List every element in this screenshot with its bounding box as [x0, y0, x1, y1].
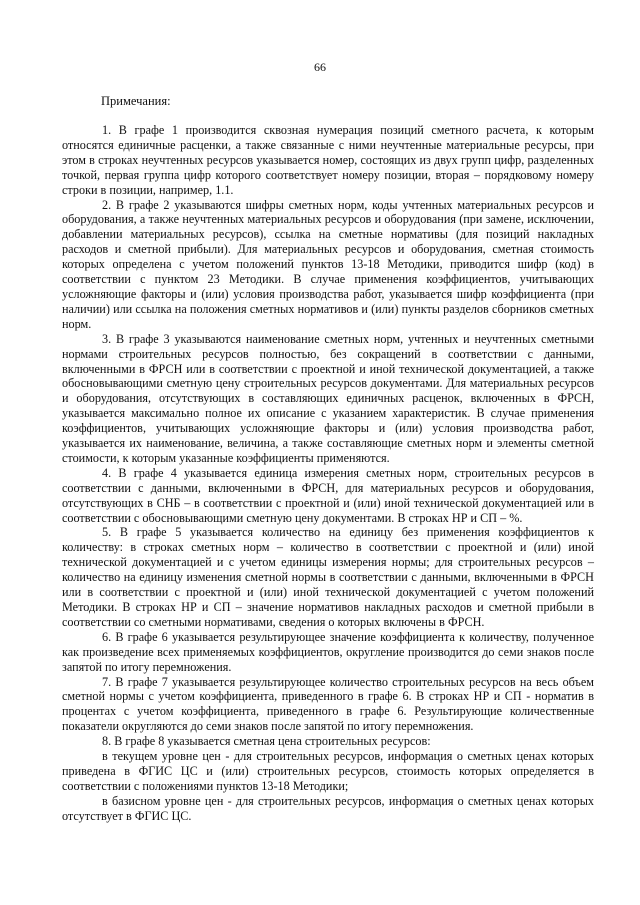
note-paragraph-5: 5. В графе 5 указывается количество на единицу без применения коэффициентов к количеству: в строках сметных норм – количество в соответствии с проектной и (или) иной технической документацией и с учетом единицы измерения нормы; для строительных ресурсов – количество на единицу изменения сметной нормы в соответствии с данными, включенными в ФРСН или в соответствии с проектной и (или) иной технической документацией с учетом положений Методики. В строках НР и СП – значение нормативов накладных расходов и сметной прибыли в соответствии со сметными нормативами, сведения о которых включены в ФРСН.	[62, 525, 594, 629]
note-paragraph-8-base-prices: в базисном уровне цен - для строительных ресурсов, информация о сметных ценах которых отсутствует в ФГИС ЦС.	[62, 793, 594, 823]
note-paragraph-8-current-prices: в текущем уровне цен - для строительных ресурсов, информация о сметных ценах которых приведена в ФГИС ЦС и (или) строительных ресурсов, стоимость которых определяется в соответствии с положениями пунктов 13-18 Методики;	[62, 749, 594, 793]
notes-body	[62, 123, 594, 824]
page-number: 66	[314, 60, 326, 74]
note-paragraph-4: 4. В графе 4 указывается единица измерения сметных норм, строительных ресурсов в соответствии с данными, включенными в ФРСН, для материальных ресурсов и оборудования, отсутствующих в СНБ – в соответствии с проектной и (или) иной технической документацией или в соответствии с обосновывающими сметную цену документами. В строках НР и СП – %.	[62, 465, 594, 525]
note-paragraph-1: 1. В графе 1 производится сквозная нумерация позиций сметного расчета, к которым относятся единичные расценки, а также связанные с ними неучтенные материальные ресурсы, при этом в строках неучтенных ресурсов указывается номер, состоящих из двух групп цифр, разделенных точкой, первая группа цифр которого соответствует номеру позиции, вторая – порядковому номеру строки в позиции, например, 1.1.	[62, 123, 594, 197]
note-paragraph-7: 7. В графе 7 указывается результирующее количество строительных ресурсов на весь объем сметной нормы с учетом коэффициента, приведенного в графе 6. В строках НР и СП - норматив в процентах с учетом коэффициента, приведенного в графе 6. Результирующие количественные показатели округляются до семи знаков после запятой по итогу перемножения.	[62, 674, 594, 734]
note-paragraph-3: 3. В графе 3 указываются наименование сметных норм, учтенных и неучтенных сметными нормами строительных ресурсов полностью, без сокращений в соответствии с данными, включенными в ФРСН или в соответствии с проектной и иной технической документацией, а также обосновывающими сметную цену строительных ресурсов документами. Для материальных ресурсов и оборудования, отсутствующих в составляющих единичных расценок, включенных в ФРСН, указывается максимально полное их описание с указанием характеристик. В случае применения коэффициентов, учитывающих усложняющие факторы и (или) условия производства работ, указывается их наименование, величина, а также составляющие сметных норм и элементы сметной стоимости, к которым указанные коэффициенты применяются.	[62, 331, 594, 465]
notes-heading: Примечания:	[101, 94, 171, 108]
note-paragraph-8: 8. В графе 8 указывается сметная цена строительных ресурсов:	[102, 734, 431, 749]
note-paragraph-6: 6. В графе 6 указывается результирующее значение коэффициента к количеству, полученное как произведение всех применяемых коэффициентов, округление производится до семи знаков после запятой по итогу перемножения.	[62, 629, 594, 674]
note-paragraph-2: 2. В графе 2 указываются шифры сметных норм, коды учтенных материальных ресурсов и оборудования, а также неучтенных материальных ресурсов и оборудования (при замене, исключении, добавлении материальных ресурсов), ссылка на сметные нормативы (для позиций накладных расходов и сметной прибыли). Для материальных ресурсов и оборудования, сметная стоимость которых определена с учетом положений пунктов 13-18 Методики, приводится шифр (код) в соответствии с пунктом 23 Методики. В случае применения коэффициентов, учитывающих усложняющие факторы и (или) условия производства работ, указывается шифр коэффициента (при наличии) или ссылка на положения сметных нормативов и (или) пункты разделов сборников сметных норм.	[62, 197, 594, 331]
